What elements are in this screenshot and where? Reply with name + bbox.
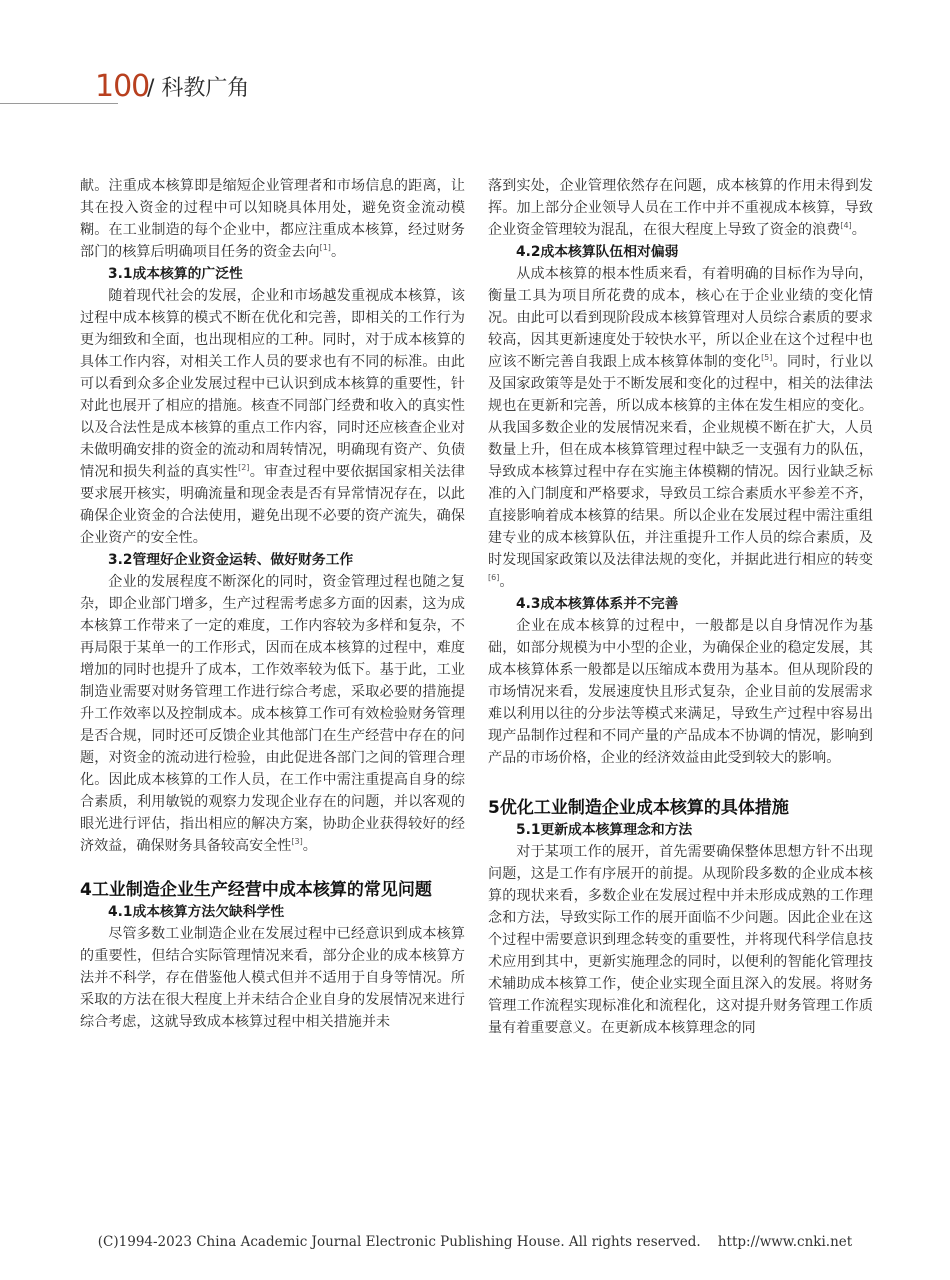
paragraph: 从成本核算的根本性质来看，有着明确的目标作为导向，衡量工具为项目所花费的成本，核心在于企业业绩的变化情况。由此可以看到现阶段成本核算管理对人员综合素质的要求较高，因其更新速度处于较快水平，所以企业在这个过程中也应该不断完善自我跟上成本核算体制的变化[5]。同时，行业以及国家政策等是处于不断发展和变化的过程中，相关的法律法规也在更新和完善，所以成本核算的主体在发生相应的变化。从我国多数企业的发展情况来看，企业规模不断在扩大，人员数量上升，但在成本核算管理过程中缺乏一支强有力的队伍，导致成本核算过程中存在实施主体模糊的情况。因行业缺乏标准的入门制度和严格要求，导致员工综合素质水平参差不齐，直接影响着成本核算的结果。所以企业在发展过程中需注重组建专业的成本核算队伍，并注重提升工作人员的综合素质，及时发现国家政策以及法律法规的变化，并据此进行相应的转变[6]。 <box>488 266 874 590</box>
section-heading-5-1: 5.1更新成本核算理念和方法 <box>516 822 693 838</box>
footer-url[interactable]: http://www.cnki.net <box>717 1234 853 1250</box>
section-heading-4-2: 4.2成本核算队伍相对偏弱 <box>516 244 679 260</box>
paragraph: 献。注重成本核算即是缩短企业管理者和市场信息的距离，让其在投入资金的过程中可以知晓具体用处，避免资金流动模糊。在工业制造的每个企业中，都应注重成本核算，经过财务部门的核算后明确项目任务的资金去向[1]。 <box>80 178 465 260</box>
journal-section-title: / 科教广角 <box>147 76 250 101</box>
paragraph: 随着现代社会的发展，企业和市场越发重视成本核算，该过程中成本核算的模式不断在优化和完善，即相关的工作行为更为细致和全面，也出现相应的工种。同时，对于成本核算的具体工作内容，对相关工作人员的要求也有不同的标准。由此可以看到众多企业发展过程中已认识到成本核算的重要性，针对此也展开了相应的措施。核查不同部门经费和收入的真实性以及合法性是成本核算的重点工作内容，同时还应核查企业对未做明确安排的资金的流动和周转情况，明确现有资产、负债情况和损失利益的真实性[2]。审查过程中要依据国家相关法律要求展开核实，明确流量和现金表是否有异常情况存在，以此确保企业资金的合法使用，避免出现不必要的资产流失，确保企业资产的安全性。 <box>80 288 466 546</box>
right-column <box>488 175 873 1039</box>
paragraph: 落到实处，企业管理依然存在问题，成本核算的作用未得到发挥。加上部分企业领导人员在工作中并不重视成本核算，导致企业资金管理较为混乱，在很大程度上导致了资金的浪费[4]。 <box>488 178 873 238</box>
section-heading-4: 4工业制造企业生产经营中成本核算的常见问题 <box>80 880 432 900</box>
citation[interactable]: [3] <box>291 837 303 846</box>
section-heading-5: 5优化工业制造企业成本核算的具体措施 <box>488 798 789 818</box>
section-heading-4-3: 4.3成本核算体系并不完善 <box>516 596 679 612</box>
copyright-text: (C)1994-2023 China Academic Journal Electronic Publishing House. All rights reserved. <box>97 1234 701 1250</box>
left-column <box>80 175 465 1033</box>
citation[interactable]: [5] <box>761 353 773 362</box>
paragraph: 尽管多数工业制造企业在发展过程中已经意识到成本核算的重要性，但结合实际管理情况来看，部分企业的成本核算方法并不科学，存在借鉴他人模式但并不适用于自身等情况。所采取的方法在很大程度上并未结合企业自身的发展情况来进行综合考虑，这就导致成本核算过程中相关措施并未 <box>80 926 465 1030</box>
section-heading-3-2: 3.2管理好企业资金运转、做好财务工作 <box>108 552 354 568</box>
paragraph: 企业的发展程度不断深化的同时，资金管理过程也随之复杂，即企业部门增多，生产过程需考虑多方面的因素，这为成本核算工作带来了一定的难度，工作内容较为多样和复杂，不再局限于某单一的工作形式，因而在成本核算的过程中，难度增加的同时也提升了成本，工作效率较为低下。基于此，工业制造业需要对财务管理工作进行综合考虑，采取必要的措施提升工作效率以及控制成本。成本核算工作可有效检验财务管理是否合规，同时还可反馈企业其他部门在生产经营中存在的问题，对资金的流动进行检验，由此促进各部门之间的管理合理化。因此成本核算的工作人员，在工作中需注重提高自身的综合素质，利用敏锐的观察力发现企业存在的问题，并以客观的眼光进行评估，指出相应的解决方案，协助企业获得较好的经济效益，确保财务具备较高安全性[3]。 <box>80 574 465 854</box>
citation[interactable]: [4] <box>840 221 852 230</box>
section-heading-3-1: 3.1成本核算的广泛性 <box>108 266 243 282</box>
paragraph: 企业在成本核算的过程中，一般都是以自身情况作为基础，如部分规模为中小型的企业，为确保企业的稳定发展，其成本核算体系一般都是以压缩成本费用为基本。但从现阶段的市场情况来看，发展速度快且形式复杂，企业目前的发展需求难以利用以往的分步法等模式来满足，导致生产过程中容易出现产品制作过程和不同产量的产品成本不协调的情况，影响到产品的市场价格，企业的经济效益由此受到较大的影响。 <box>488 618 873 766</box>
citation[interactable]: [1] <box>319 243 331 252</box>
footer <box>0 1234 950 1250</box>
citation[interactable]: [6] <box>488 573 500 582</box>
section-heading-4-1: 4.1成本核算方法欠缺科学性 <box>108 904 285 920</box>
paragraph: 对于某项工作的展开，首先需要确保整体思想方针不出现问题，这是工作有序展开的前提。从现阶段多数的企业成本核算的现状来看，多数企业在发展过程中并未形成成熟的工作理念和方法，导致实际工作的展开面临不少问题。因此企业在这个过程中需要意识到理念转变的重要性，并将现代科学信息技术应用到其中，更新实施理念的同时，以便利的智能化管理技术辅助成本核算工作，使企业实现全面且深入的发展。将财务管理工作流程实现标准化和流程化，这对提升财务管理工作质量有着重要意义。在更新成本核算理念的同 <box>488 844 873 1036</box>
citation[interactable]: [2] <box>238 463 250 472</box>
page-number: 100 <box>95 69 150 104</box>
